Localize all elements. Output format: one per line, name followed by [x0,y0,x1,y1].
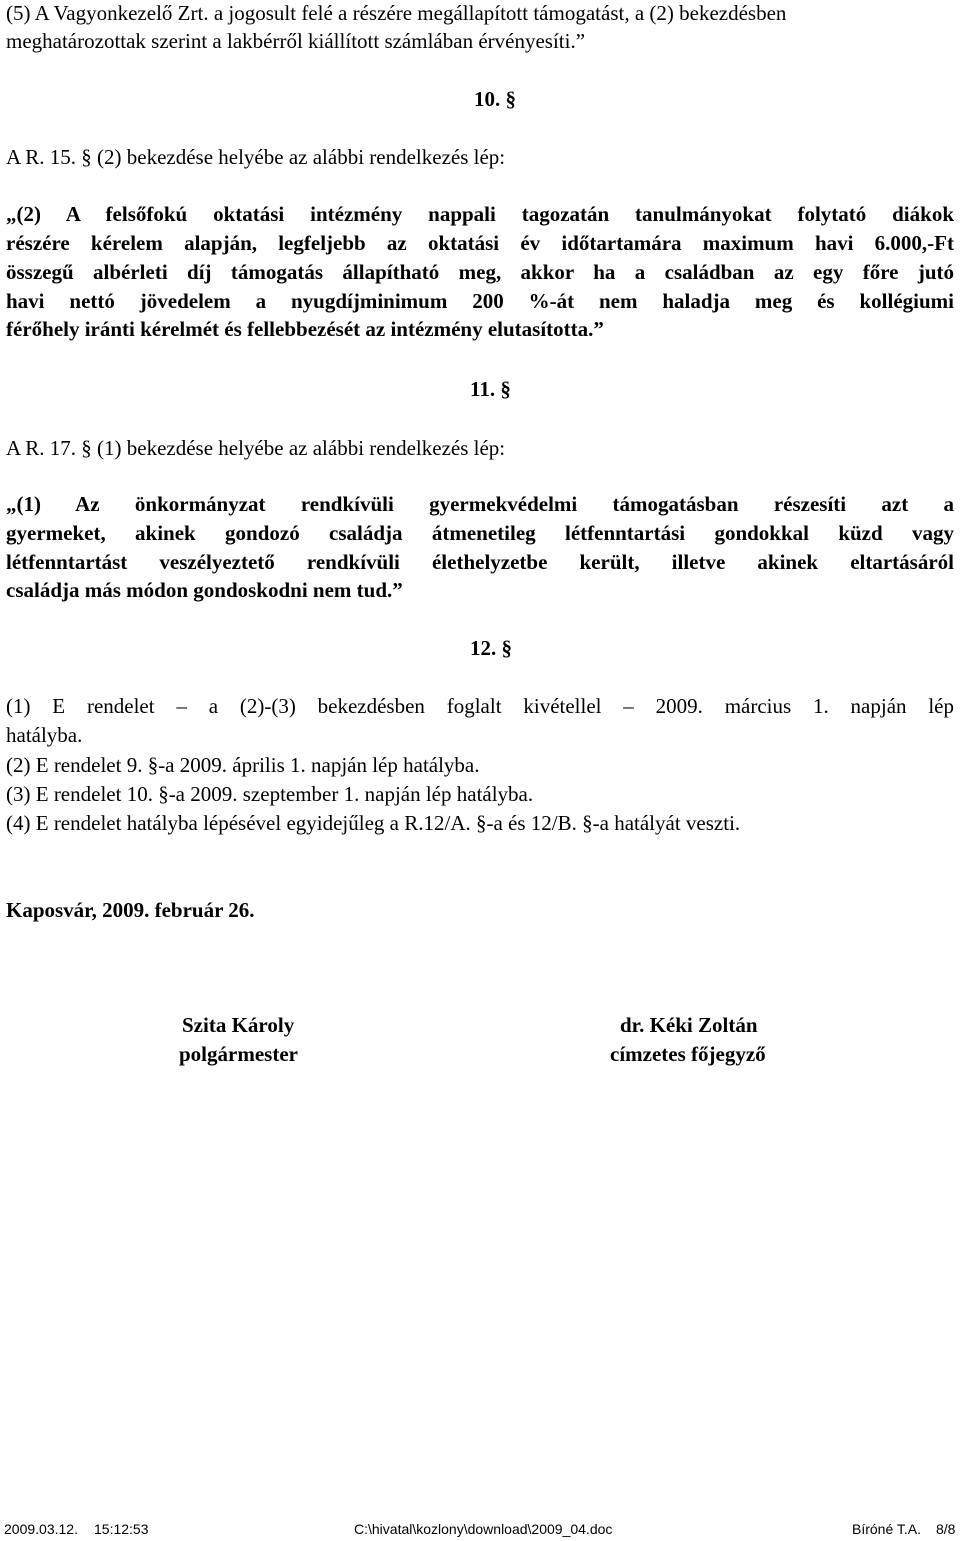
section-10-quote-line-4: havi nettó jövedelem a nyugdíjminimum 200 %-át nem haladja meg és kollégiumi [6,289,954,313]
footer-date: 2009.03.12. [4,1521,78,1537]
section-10-quote-line-3: összegű albérleti díj támogatás állapítható meg, akkor ha a családban az egy főre jutó [6,260,954,284]
section-10-quote-line-2: részére kérelem alapján, legfeljebb az oktatási év időtartamára maximum havi 6.000,-Ft [6,231,954,255]
section-10-intro: A R. 15. § (2) bekezdése helyébe az alábbi rendelkezés lép: [6,145,506,169]
signature-left-name: Szita Károly [182,1013,295,1037]
signature-left-title: polgármester [179,1042,298,1066]
place-date: Kaposvár, 2009. február 26. [6,898,255,922]
section-12-p2: (2) E rendelet 9. §-a 2009. április 1. napján lép hatályba. [6,753,480,777]
section-11-quote-line-1: „(1) Az önkormányzat rendkívüli gyermekvédelmi támogatásban részesíti azt a [6,492,954,516]
signature-right-name: dr. Kéki Zoltán [620,1013,758,1037]
footer-time: 15:12:53 [94,1521,149,1537]
section-11-quote-line-4: családja más módon gondoskodni nem tud.” [6,578,403,602]
section-12-p4: (4) E rendelet hatályba lépésével egyidejűleg a R.12/A. §-a és 12/B. §-a hatályát veszti. [6,811,741,835]
section-11-intro: A R. 17. § (1) bekezdése helyébe az alábbi rendelkezés lép: [6,436,506,460]
section-10-quote-line-5: férőhely iránti kérelmét és fellebbezését az intézmény elutasította.” [6,317,604,341]
footer-file-path: C:\hivatal\kozlony\download\2009_04.doc [354,1521,613,1537]
footer-author: Bíróné T.A. [852,1521,922,1537]
section-12-p1-line-2: hatályba. [6,723,83,747]
paragraph-5-line-2: meghatározottak szerint a lakbérről kiállított számlában érvényesíti.” [6,29,586,53]
section-10-heading: 10. § [474,87,516,111]
section-12-heading: 12. § [470,636,512,660]
paragraph-5-line-1: (5) A Vagyonkezelő Zrt. a jogosult felé a részére megállapított támogatást, a (2) bekezdésben [6,1,787,25]
section-12-p1-line-1: (1) E rendelet – a (2)-(3) bekezdésben foglalt kivétellel – 2009. március 1. napján lép [6,694,954,718]
section-12-p3: (3) E rendelet 10. §-a 2009. szeptember 1. napján lép hatályba. [6,782,534,806]
section-10-quote-line-1: „(2) A felsőfokú oktatási intézmény nappali tagozatán tanulmányokat folytató diákok [6,202,954,226]
signature-right-title: címzetes főjegyző [610,1042,766,1066]
section-11-quote-line-2: gyermeket, akinek gondozó családja átmenetileg létfenntartási gondokkal küzd vagy [6,521,954,545]
section-11-heading: 11. § [470,377,511,401]
footer-page-number: 8/8 [936,1521,956,1537]
section-11-quote-line-3: létfenntartást veszélyeztető rendkívüli élethelyzetbe került, illetve akinek eltartásáról [6,550,954,574]
